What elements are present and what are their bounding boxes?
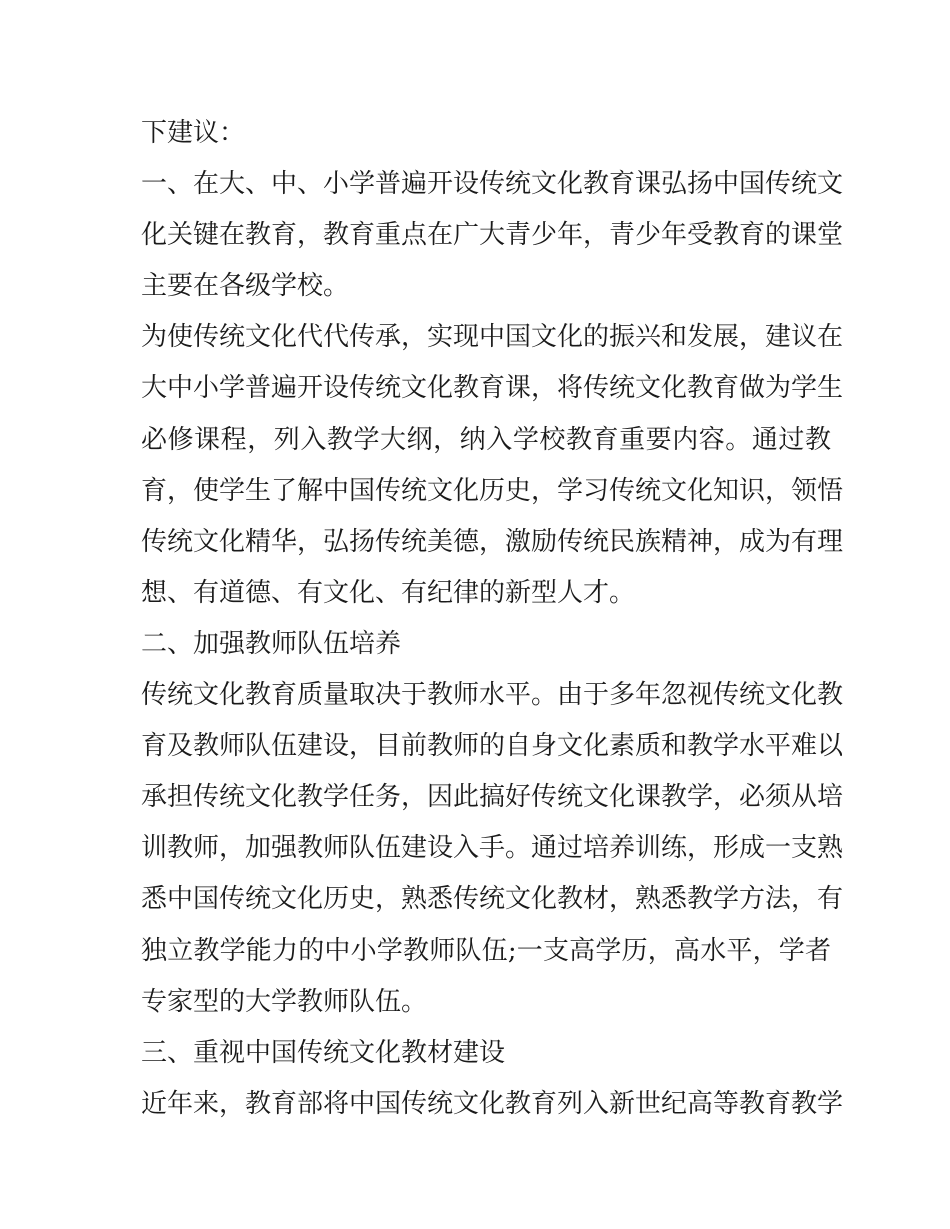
text-line: 传统文化教育质量取决于教师水平。由于多年忽视传统文化教 bbox=[141, 680, 844, 711]
text-line: 化关键在教育，教育重点在广大青少年，青少年受教育的课堂 bbox=[141, 220, 844, 251]
text-line: 想、有道德、有文化、有纪律的新型人才。 bbox=[141, 577, 636, 608]
text-line: 下建议： bbox=[141, 118, 246, 148]
section-heading: 三、重视中国传统文化教材建设 bbox=[141, 1037, 506, 1068]
text-line: 专家型的大学教师队伍。 bbox=[141, 986, 428, 1017]
text-line: 悉中国传统文化历史，熟悉传统文化教材，熟悉教学方法，有 bbox=[141, 884, 844, 915]
text-line: 必修课程，列入教学大纲，纳入学校教育重要内容。通过教 bbox=[141, 424, 831, 455]
text-line: 育，使学生了解中国传统文化历史，学习传统文化知识，领悟 bbox=[141, 475, 844, 506]
body-text bbox=[141, 108, 844, 1130]
text-line: 传统文化精华，弘扬传统美德，激励传统民族精神，成为有理 bbox=[141, 526, 844, 557]
text-line: 近年来，教育部将中国传统文化教育列入新世纪高等教育教学 bbox=[141, 1088, 844, 1119]
section-heading: 二、加强教师队伍培养 bbox=[141, 628, 402, 659]
text-line: 育及教师队伍建设，目前教师的自身文化素质和教学水平难以 bbox=[141, 731, 844, 762]
text-line: 训教师，加强教师队伍建设入手。通过培养训练，形成一支熟 bbox=[141, 833, 844, 864]
text-line: 独立教学能力的中小学教师队伍;一支高学历，高水平，学者 bbox=[141, 935, 831, 966]
text-line: 一、在大、中、小学普遍开设传统文化教育课弘扬中国传统文 bbox=[141, 169, 844, 200]
text-line: 承担传统文化教学任务，因此搞好传统文化课教学，必须从培 bbox=[141, 782, 844, 813]
text-line: 主要在各级学校。 bbox=[141, 271, 350, 302]
text-line: 大中小学普遍开设传统文化教育课，将传统文化教育做为学生 bbox=[141, 373, 844, 404]
text-line: 为使传统文化代代传承，实现中国文化的振兴和发展，建议在 bbox=[141, 322, 844, 353]
